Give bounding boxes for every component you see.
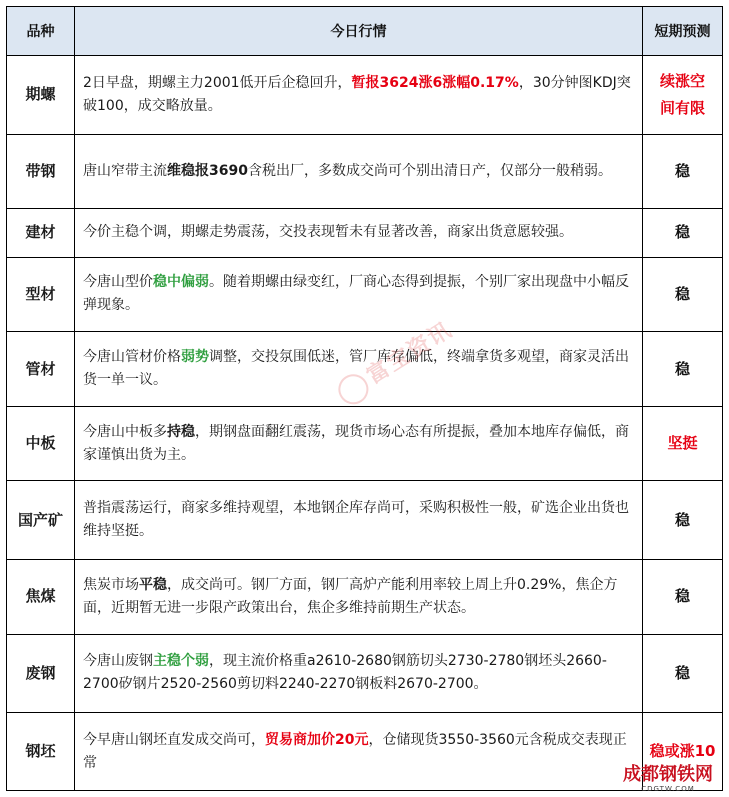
forecast-cell: 稳 (643, 257, 723, 332)
forecast-cell: 稳 (643, 134, 723, 209)
market-table (6, 6, 723, 791)
market-cell (75, 332, 643, 407)
table-row (7, 56, 723, 135)
market-text-segment: 今唐山型价 (83, 274, 153, 291)
market-text-segment: 贸易商加价20元 (265, 731, 369, 748)
market-text-segment: 主稳个弱 (153, 653, 209, 670)
variety-cell: 型材 (7, 257, 75, 332)
header-forecast: 短期预测 (643, 7, 723, 56)
market-cell (75, 406, 643, 481)
market-text-segment: 今唐山废钢 (83, 653, 153, 670)
market-text-segment: 今唐山中板多 (83, 423, 167, 440)
market-cell (75, 257, 643, 332)
table-body (7, 56, 723, 791)
market-text-segment: 调整，交投氛围低迷，管厂库存偏低，终端拿货多观望，商家灵活出货一单一议。 (83, 349, 629, 389)
variety-cell: 带钢 (7, 134, 75, 209)
market-text-segment: ，现主流价格重a2610-2680钢筋切头2730-2780钢坯头2660-2700矽钢片2520-2560剪切料2240-2270钢板料2670-2700。 (83, 653, 607, 693)
variety-cell: 国产矿 (7, 481, 75, 560)
market-text-segment: ，30分钟图KDJ突破100，成交略放量。 (83, 74, 631, 114)
header-variety: 品种 (7, 7, 75, 56)
market-text-segment: 含税出厂，多数成交尚可个别出清日产，仅部分一般稍弱。 (247, 162, 612, 179)
forecast-cell: 稳 (643, 209, 723, 257)
logo-text: 成都钢铁网 (623, 764, 713, 785)
variety-cell: 钢坯 (7, 713, 75, 791)
variety-cell: 建材 (7, 209, 75, 257)
table-row (7, 560, 723, 635)
logo-subtext: CDGTW.COM (641, 785, 695, 793)
forecast-cell: 续涨空间有限 (643, 56, 723, 135)
variety-cell: 焦煤 (7, 560, 75, 635)
table-header-row (7, 7, 723, 56)
table-row (7, 713, 723, 791)
table-row (7, 406, 723, 481)
market-cell (75, 634, 643, 713)
table-row (7, 481, 723, 560)
market-text-segment: 2日早盘，期螺主力2001低开后企稳回升， (83, 74, 352, 91)
market-cell (75, 560, 643, 635)
table-row (7, 134, 723, 209)
market-cell (75, 134, 643, 209)
market-text-segment: 暂报3624涨6涨幅0.17% (351, 74, 519, 91)
market-text-segment: 弱势 (181, 349, 209, 366)
market-text-segment: ，成交尚可。钢厂方面，钢厂高炉产能利用率较上周上升0.29%，焦企方面，近期暂无进一步限产政策出台，焦企多维持前期生产状态。 (83, 576, 618, 616)
market-text-segment: 今唐山管材价格 (83, 349, 181, 366)
table-row (7, 332, 723, 407)
market-text-segment: 唐山窄带主流 (83, 162, 167, 179)
header-market: 今日行情 (75, 7, 643, 56)
market-cell (75, 209, 643, 257)
forecast-cell: 稳 (643, 481, 723, 560)
market-text-segment: 今早唐山钢坯直发成交尚可， (83, 731, 265, 748)
market-cell (75, 713, 643, 791)
forecast-cell: 稳 (643, 332, 723, 407)
table-row (7, 257, 723, 332)
market-text-segment: 普指震荡运行，商家多维持观望，本地钢企库存尚可，采购积极性一般，矿选企业出货也维持坚挺。 (83, 500, 629, 540)
variety-cell: 废钢 (7, 634, 75, 713)
market-text-segment: ，仓储现货3550-3560元含税成交表现正常 (83, 731, 627, 771)
market-text-segment: 平稳 (139, 576, 167, 593)
site-logo (623, 765, 713, 793)
market-text-segment: 稳中偏弱 (153, 274, 209, 291)
market-cell (75, 56, 643, 135)
variety-cell: 管材 (7, 332, 75, 407)
table-row (7, 634, 723, 713)
market-text-segment: 持稳 (167, 423, 195, 440)
table-row (7, 209, 723, 257)
forecast-cell: 稳或涨10 (643, 713, 723, 791)
variety-cell: 期螺 (7, 56, 75, 135)
market-cell (75, 481, 643, 560)
market-text-segment: 焦炭市场 (83, 576, 139, 593)
variety-cell: 中板 (7, 406, 75, 481)
forecast-cell: 坚挺 (643, 406, 723, 481)
forecast-cell: 稳 (643, 560, 723, 635)
market-text-segment: ，期钢盘面翻红震荡，现货市场心态有所提振，叠加本地库存偏低，商家谨慎出货为主。 (83, 423, 629, 463)
market-text-segment: 维稳报3690 (167, 162, 248, 179)
forecast-cell: 稳 (643, 634, 723, 713)
watermark: 富宝资讯 (331, 313, 459, 410)
market-text-segment: 。随着期螺由绿变红，厂商心态得到提振，个别厂家出现盘中小幅反弹现象。 (83, 274, 629, 314)
market-text-segment: 今价主稳个调，期螺走势震荡，交投表现暂未有显著改善，商家出货意愿较强。 (83, 224, 573, 241)
